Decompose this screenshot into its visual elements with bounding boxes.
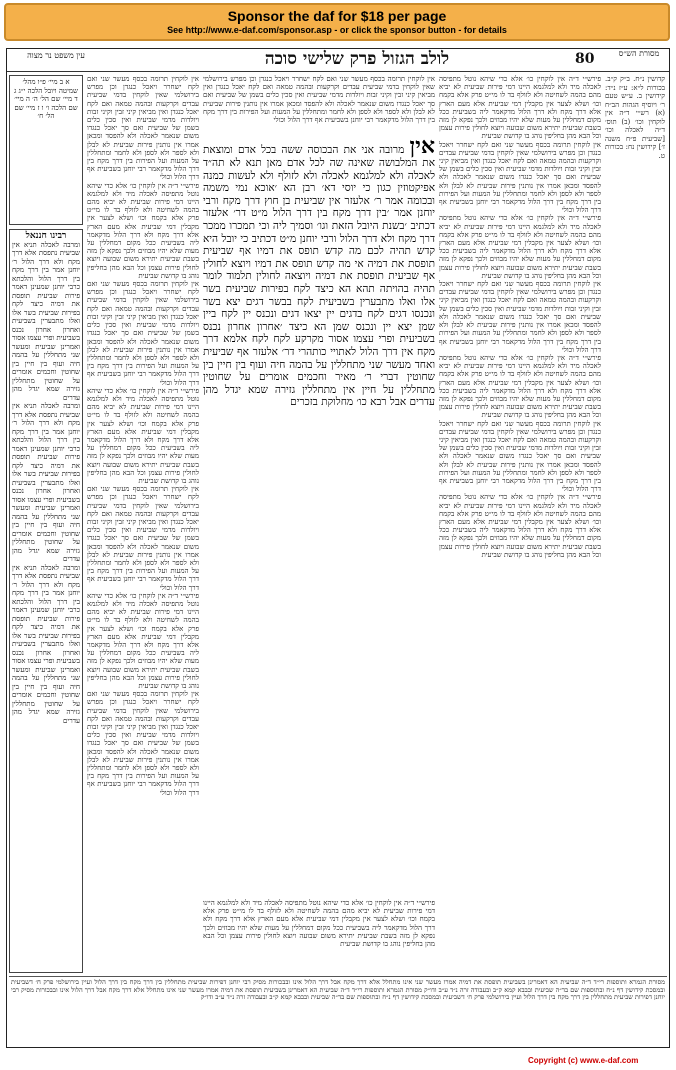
ein-mishpat-box [9, 75, 83, 225]
rashi-text: פירש״י ד״ה אין לוקחין כו׳ אלא כדי שיהא נוטל מתפיסה לאכלה מיד ולא למלגמא היינו דמי פירות שביעית לא יביא מהם בהמה לשחיטה ולא לזולף בד לו מי״ט פרק אלא בקמח וכו׳ ושלא לצער אין מקבלין דמי שביעית אלא מעם הארץ אלא דרך מקח ולא דרך הלול מדקאמר ליה בשביעית ככל מקום דמחללין על מעות שלא יהיו מבוזים ולכך נפקא לן מזה בשבת שביעית יתירא משום שבועה ויוצא לחולין פירות עצמן וכל הבא מהן בחליפין נוהג בו קדושת שביעית [439, 75, 601, 141]
margin-right-text: קדושין נ״ח. ב״ק ק״ב. בכורות ל״א: ע״ז נ״ד: קידושין ב. ע״ש טעם ר׳ ויוסיף הגהות הב״ח (א) רש״י ד״ה אין לוקחין וכו׳ (ב) תוס׳ ד״ה לאכלה וכו׳ [שביעית פ״ח משנה ז׳] קידושין נח: בכורות ט. [605, 75, 665, 160]
tosafot-text-2: פירש״י ד״ה אין לוקחין כו׳ אלא כדי שיהא נוטל מתפיסה לאכלה מיד ולא למלגמא היינו דמי פירות שביעית לא יביא מהם בהמה לשחיטה ולא לזולף בד לו מי״ט פרק אלא בקמח וכו׳ ושלא לצער אין מקבלין דמי שביעית אלא מעם הארץ אלא דרך מקח ולא דרך הלול מדקאמר ליה בשביעית ככל מקום דמחללין על מעות שלא יהיו מבוזים ולכך נפקא לן מזה בשבת שביעית יתירא משום שבועה ויוצא לחולין פירות עצמן וכל הבא מהן בחליפין נוהג בו קדושת שביעית [87, 181, 199, 280]
page-header [7, 49, 669, 72]
page-title: לולב הגזול פרק שלישי סוכה [264, 49, 450, 69]
tosafot-text-3: אין לוקחין תרומה בכסף מעשר שני ואם לקח ישחרר ויאכל כנגדן וכן מפרש בירושלמי שאין לוקחין בדמי שביעית עבדים וקרקעות ובהמה טמאה ואם לקח יאכל כנגדן ואין מביאין קיני זבין וקיני זבות ויולדות מדמי שביעית ואין סכין כלים בשמן של שביעית ואם סך יאכל כנגדו משום שנאמר לאכלה ולא להפסד ומכאן אמרו אין נותנין פירות שביעית לא לבלן ולא לספר ולא לספן ולא לחמר ומתחללין על המעות ועל הפירות בין דרך מקח בין דרך הלול מדקאמר רבי יוחנן בשביעית אף דרך הלול וכולי [87, 280, 199, 387]
sponsor-banner[interactable] [4, 3, 670, 41]
header-left-label: עין משפט נר מצוה [27, 51, 85, 60]
tosafot-top-text: אין לוקחין תרומה בכסף מעשר שני ואם לקח ישחרר ויאכל כנגדן וכן מפרש בירושלמי שאין לוקחין בדמי שביעית עבדים וקרקעות ובהמה טמאה ואם לקח יאכל כנגדן ואין מביאין קיני זבין וקיני זבות ויולדות מדמי שביעית ואין סכין כלים בשמן של שביעית ואם סך יאכל כנגדו משום שנאמר לאכלה ולא להפסד ומכאן אמרו אין נותנין פירות שביעית לא לבלן ולא לספר ולא לספן ולא לחמר ומתחללין על המעות ועל הפירות בין דרך מקח בין דרך הלול מדקאמר רבי יוחנן בשביעית אף דרך הלול וכולי [203, 75, 435, 125]
copyright-link[interactable]: Copyright (c) www.e-daf.com [528, 1056, 639, 1065]
tosafot-top [203, 75, 435, 133]
gemara-opening-word: אין [409, 135, 435, 159]
rashi-text-2: אין לוקחין תרומה בכסף מעשר שני ואם לקח ישחרר ויאכל כנגדן וכן מפרש בירושלמי שאין לוקחין בדמי שביעית עבדים וקרקעות ובהמה טמאה ואם לקח יאכל כנגדן ואין מביאין קיני זבין וקיני זבות ויולדות מדמי שביעית ואין סכין כלים בשמן של שביעית ואם סך יאכל כנגדו משום שנאמר לאכלה ולא להפסד ומכאן אמרו אין נותנין פירות שביעית לא לבלן ולא לספר ולא לספן ולא לחמר ומתחללין על המעות ועל הפירות בין דרך מקח בין דרך הלול מדקאמר רבי יוחנן בשביעית אף דרך הלול וכולי [439, 140, 601, 215]
rashi-column [439, 75, 601, 975]
header-right-label: מסורת הש״ס [618, 49, 660, 58]
rashi-text-6: אין לוקחין תרומה בכסף מעשר שני ואם לקח ישחרר ויאכל כנגדן וכן מפרש בירושלמי שאין לוקחין בדמי שביעית עבדים וקרקעות ובהמה טמאה ואם לקח יאכל כנגדן ואין מביאין קיני זבין וקיני זבות ויולדות מדמי שביעית ואין סכין כלים בשמן של שביעית ואם סך יאכל כנגדו משום שנאמר לאכלה ולא להפסד ומכאן אמרו אין נותנין פירות שביעית לא לבלן ולא לספר ולא לספן ולא לחמר ומתחללין על המעות ועל הפירות בין דרך מקח בין דרך הלול מדקאמר רבי יוחנן בשביעית אף דרך הלול וכולי [439, 419, 601, 494]
talmud-page [6, 48, 670, 1048]
tosafot-text-7: אין לוקחין תרומה בכסף מעשר שני ואם לקח ישחרר ויאכל כנגדן וכן מפרש בירושלמי שאין לוקחין בדמי שביעית עבדים וקרקעות ובהמה טמאה ואם לקח יאכל כנגדן ואין מביאין קיני זבין וקיני זבות ויולדות מדמי שביעית ואין סכין כלים בשמן של שביעית ואם סך יאכל כנגדו משום שנאמר לאכלה ולא להפסד ומכאן אמרו אין נותנין פירות שביעית לא לבלן ולא לספר ולא לספן ולא לחמר ומתחללין על המעות ועל הפירות בין דרך מקח בין דרך הלול מדקאמר רבי יוחנן בשביעית אף דרך הלול וכולי [87, 690, 199, 797]
rabbeinu-chananel-text-3: ומרבה לאכלה תניא אין שביעית נתפסת אלא דרך מקח ולא דרך הלול ר׳ יוחנן אמר בין דרך מקח בין דרך הלול והלכתא כרבי יוחנן שמעינן דאמר פירות שביעית תופסת את דמיה כיצד לקח בפירות שביעית בשר אלו ואלו מתבערין בשביעית ואחרון אחרון נכנס בשביעית ופרי עצמו אסור ואמרינן שביעית ומעשר שני מתחללין על בהמה חיה ועוף בין חיין בין שחוטין וחכמים אומרים על שחוטין מתחללין גזירה שמא יגדל מהן עדרים [12, 563, 80, 725]
sponsor-title[interactable]: Sponsor the daf for $18 per page [227, 8, 447, 24]
margin-right-notes [605, 75, 665, 665]
bottom-notes-text-2: מסורת הגמרא ותוספות רי״ד ד״ה שביעית הא דאמרינן בשביעית תופסת את דמיה אמרו מעשר שני אינו מתחלל אלא דרך מקח אבל דרך הלול אינו ובבכורות מסיק רבי יוחנן דפירות שביעית מתחללין בין דרך מקח בין דרך הלול ועיין בירושלמי פרק ח׳ דשביעית ובמסכת קידושין דף נ״ח ובתוספות שם בד״ה שביעית ובבבא קמא ק״ב ובעבודה זרה נ״ד ע״ב ודו״ק [11, 985, 665, 1002]
bottom-divider [9, 976, 667, 977]
rabbeinu-chananel-text-2: ומרבה לאכלה תניא אין שביעית נתפסת אלא דרך מקח ולא דרך הלול ר׳ יוחנן אמר בין דרך מקח בין דרך הלול והלכתא כרבי יוחנן שמעינן דאמר פירות שביעית תופסת את דמיה כיצד לקח בפירות שביעית בשר אלו ואלו מתבערין בשביעית ואחרון אחרון נכנס בשביעית ופרי עצמו אסור ואמרינן שביעית ומעשר שני מתחללין על בהמה חיה ועוף בין חיין בין שחוטין וחכמים אומרים על שחוטין מתחללין גזירה שמא יגדל מהן עדרים [12, 402, 80, 563]
ein-mishpat-text: א ב מיי׳ פ״ו מהל׳ שמיטה ויובל הלכה י״ג ג ד מיי׳ שם הל׳ ה׳ ה מיי׳ שם הלכה ו׳ ו ז מיי׳ שם הל׳ ח׳ [13, 78, 79, 120]
rashi-bottom [203, 899, 435, 975]
bottom-notes-text: מסורת הגמרא ותוספות רי״ד ד״ה שביעית הא דאמרינן בשביעית תופסת את דמיה אמרו מעשר שני אינו מתחלל אלא דרך מקח אבל דרך הלול אינו ובבכורות מסיק רבי יוחנן דפירות שביעית מתחללין בין דרך מקח בין דרך הלול ועיין בירושלמי פרק ח׳ דשביעית ובמסכת קידושין דף נ״ח ובתוספות שם בד״ה שביעית ובבבא קמא ק״ב ובעבודה זרה נ״ד ע״ב ודו״ק [11, 979, 665, 994]
rabbeinu-chananel-text: ומרבה לאכלה תניא אין שביעית נתפסת אלא דרך מקח ולא דרך הלול ר׳ יוחנן אמר בין דרך מקח בין דרך הלול והלכתא כרבי יוחנן שמעינן דאמר פירות שביעית תופסת את דמיה כיצד לקח בפירות שביעית בשר אלו ואלו מתבערין בשביעית ואחרון אחרון נכנס בשביעית ופרי עצמו אסור ואמרינן שביעית ומעשר שני מתחללין על בהמה חיה ועוף בין חיין בין שחוטין וחכמים אומרים על שחוטין מתחללין גזירה שמא יגדל מהן עדרים [12, 240, 80, 402]
rashi-text-3: פירש״י ד״ה אין לוקחין כו׳ אלא כדי שיהא נוטל מתפיסה לאכלה מיד ולא למלגמא היינו דמי פירות שביעית לא יביא מהם בהמה לשחיטה ולא לזולף בד לו מי״ט פרק אלא בקמח וכו׳ ושלא לצער אין מקבלין דמי שביעית אלא מעם הארץ אלא דרך מקח ולא דרך הלול מדקאמר ליה בשביעית ככל מקום דמחללין על מעות שלא יהיו מבוזים ולכך נפקא לן מזה בשבת שביעית יתירא משום שבועה ויוצא לחולין פירות עצמן וכל הבא מהן בחליפין נוהג בו קדושת שביעית [439, 214, 601, 280]
sponsor-subtitle[interactable]: See http://www.e-daf.com/sponsor.asp - or click the sponsor button - for details [167, 25, 507, 35]
rashi-text-4: אין לוקחין תרומה בכסף מעשר שני ואם לקח ישחרר ויאכל כנגדן וכן מפרש בירושלמי שאין לוקחין בדמי שביעית עבדים וקרקעות ובהמה טמאה ואם לקח יאכל כנגדן ואין מביאין קיני זבין וקיני זבות ויולדות מדמי שביעית ואין סכין כלים בשמן של שביעית ואם סך יאכל כנגדו משום שנאמר לאכלה ולא להפסד ומכאן אמרו אין נותנין פירות שביעית לא לבלן ולא לספר ולא לספן ולא לחמר ומתחללין על המעות ועל הפירות בין דרך מקח בין דרך הלול מדקאמר רבי יוחנן בשביעית אף דרך הלול וכולי [439, 280, 601, 354]
rabbeinu-chananel-box [9, 229, 83, 973]
gemara-text: מרובה אני את הבכוסה ששה בכל אדם ומוצאת את המלבושה שאינה שה לכל אדם מאן תנא לא תה״ד לאכלה ולא למלגמא לאכלה ולא לזולף ולא לעשות כמנה אפיקטוזין כגון כי יוסי דא׳ רבן הא ׳אוכא נמי משמה ובכומה אמר ר׳ אלעזר אין שביעית בן חוץ דרך מקח ורבי יוחנן אמר ׳בין דרך מקח בין דרך הלול מ״ט דר׳ אלעזר דכתיב ׳בשנת היובל הזאת וגו׳ וסמיך ליה וכי תמכרו ממכר דרך מקח ולא דרך הלול ורבי יוחנן מ״ט דכתיב כי יובל היא קדש תהיה לכם מה קדש תופס את דמיו אף שביעית תופסת את דמיה אי מה קדש תופס את דמיו ויוצא לחולין אף שביעית תופסת את דמיה ויוצאה לחולין תלמוד לומר תהיה בהויתה תהא הא כיצד לקח בפירות שביעית בשר אלו ואלו מתבערין בשביעית לקח בבשר דגים יצא בשר ונכנסו דגים לקח בדגים יין יצאו דגים ונכנס יין לקח ביין שמן יצא יין ונכנס שמן הא כיצד ׳אחרון אחרון נכנס בשביעית ופרי עצמו אסור מקרקע לקח לקח אלמא דרך מקח אין דרך הלול לאתויי כותהרי דר׳ אלעזר אף שביעית ואחד מעשר שני מתחללין על בהמה חיה ועוף בין חיין בין שחוטין דברי ר׳ מאיר וחכמים אומרים על שחוטין מתחללין על חיין אין מתחללין גזירה שמא יגדל מהן עדרים אבל רבא כו׳ מחלוקת בזכרים [203, 144, 435, 409]
rabbeinu-chananel-title: רבינו חננאל [25, 231, 67, 241]
tosafot-text-5: אין לוקחין תרומה בכסף מעשר שני ואם לקח ישחרר ויאכל כנגדן וכן מפרש בירושלמי שאין לוקחין בדמי שביעית עבדים וקרקעות ובהמה טמאה ואם לקח יאכל כנגדן ואין מביאין קיני זבין וקיני זבות ויולדות מדמי שביעית ואין סכין כלים בשמן של שביעית ואם סך יאכל כנגדו משום שנאמר לאכלה ולא להפסד ומכאן אמרו אין נותנין פירות שביעית לא לבלן ולא לספר ולא לספן ולא לחמר ומתחללין על המעות ועל הפירות בין דרך מקח בין דרך הלול מדקאמר רבי יוחנן בשביעית אף דרך הלול וכולי [87, 485, 199, 592]
page-number: 80 [575, 51, 595, 67]
rashi-text-7: פירש״י ד״ה אין לוקחין כו׳ אלא כדי שיהא נוטל מתפיסה לאכלה מיד ולא למלגמא היינו דמי פירות שביעית לא יביא מהם בהמה לשחיטה ולא לזולף בד לו מי״ט פרק אלא בקמח וכו׳ ושלא לצער אין מקבלין דמי שביעית אלא מעם הארץ אלא דרך מקח ולא דרך הלול מדקאמר ליה בשביעית ככל מקום דמחללין על מעות שלא יהיו מבוזים ולכך נפקא לן מזה בשבת שביעית יתירא משום שבועה ויוצא לחולין פירות עצמן וכל הבא מהן בחליפין נוהג בו קדושת שביעית [439, 493, 601, 559]
rashi-text-5: פירש״י ד״ה אין לוקחין כו׳ אלא כדי שיהא נוטל מתפיסה לאכלה מיד ולא למלגמא היינו דמי פירות שביעית לא יביא מהם בהמה לשחיטה ולא לזולף בד לו מי״ט פרק אלא בקמח וכו׳ ושלא לצער אין מקבלין דמי שביעית אלא מעם הארץ אלא דרך מקח ולא דרך הלול מדקאמר ליה בשביעית ככל מקום דמחללין על מעות שלא יהיו מבוזים ולכך נפקא לן מזה בשבת שביעית יתירא משום שבועה ויוצא לחולין פירות עצמן וכל הבא מהן בחליפין נוהג בו קדושת שביעית [439, 353, 601, 420]
gemara-column [203, 135, 435, 895]
tosafot-text: אין לוקחין תרומה בכסף מעשר שני ואם לקח ישחרר ויאכל כנגדן וכן מפרש בירושלמי שאין לוקחין בדמי שביעית עבדים וקרקעות ובהמה טמאה ואם לקח יאכל כנגדן ואין מביאין קיני זבין וקיני זבות ויולדות מדמי שביעית ואין סכין כלים בשמן של שביעית ואם סך יאכל כנגדו משום שנאמר לאכלה ולא להפסד ומכאן אמרו אין נותנין פירות שביעית לא לבלן ולא לספר ולא לספן ולא לחמר ומתחללין על המעות ועל הפירות בין דרך מקח בין דרך הלול מדקאמר רבי יוחנן בשביעית אף דרך הלול וכולי [87, 75, 199, 182]
tosafot-column [87, 75, 199, 975]
bottom-notes [11, 979, 665, 1041]
tosafot-text-4: פירש״י ד״ה אין לוקחין כו׳ אלא כדי שיהא נוטל מתפיסה לאכלה מיד ולא למלגמא היינו דמי פירות שביעית לא יביא מהם בהמה לשחיטה ולא לזולף בד לו מי״ט פרק אלא בקמח וכו׳ ושלא לצער אין מקבלין דמי שביעית אלא מעם הארץ אלא דרך מקח ולא דרך הלול מדקאמר ליה בשביעית ככל מקום דמחללין על מעות שלא יהיו מבוזים ולכך נפקא לן מזה בשבת שביעית יתירא משום שבועה ויוצא לחולין פירות עצמן וכל הבא מהן בחליפין נוהג בו קדושת שביעית [87, 386, 199, 485]
rashi-bottom-text: פירש״י ד״ה אין לוקחין כו׳ אלא כדי שיהא נוטל מתפיסה לאכלה מיד ולא למלגמא היינו דמי פירות שביעית לא יביא מהם בהמה לשחיטה ולא לזולף בד לו מי״ט פרק אלא בקמח וכו׳ ושלא לצער אין מקבלין דמי שביעית אלא מעם הארץ אלא דרך מקח ולא דרך הלול מדקאמר ליה בשביעית ככל מקום דמחללין על מעות שלא יהיו מבוזים ולכך נפקא לן מזה בשבת שביעית יתירא משום שבועה ויוצא לחולין פירות עצמן וכל הבא מהן בחליפין נוהג בו קדושת שביעית [203, 899, 435, 949]
tosafot-text-6: פירש״י ד״ה אין לוקחין כו׳ אלא כדי שיהא נוטל מתפיסה לאכלה מיד ולא למלגמא היינו דמי פירות שביעית לא יביא מהם בהמה לשחיטה ולא לזולף בד לו מי״ט פרק אלא בקמח וכו׳ ושלא לצער אין מקבלין דמי שביעית אלא מעם הארץ אלא דרך מקח ולא דרך הלול מדקאמר ליה בשביעית ככל מקום דמחללין על מעות שלא יהיו מבוזים ולכך נפקא לן מזה בשבת שביעית יתירא משום שבועה ויוצא לחולין פירות עצמן וכל הבא מהן בחליפין נוהג בו קדושת שביעית [87, 591, 199, 691]
